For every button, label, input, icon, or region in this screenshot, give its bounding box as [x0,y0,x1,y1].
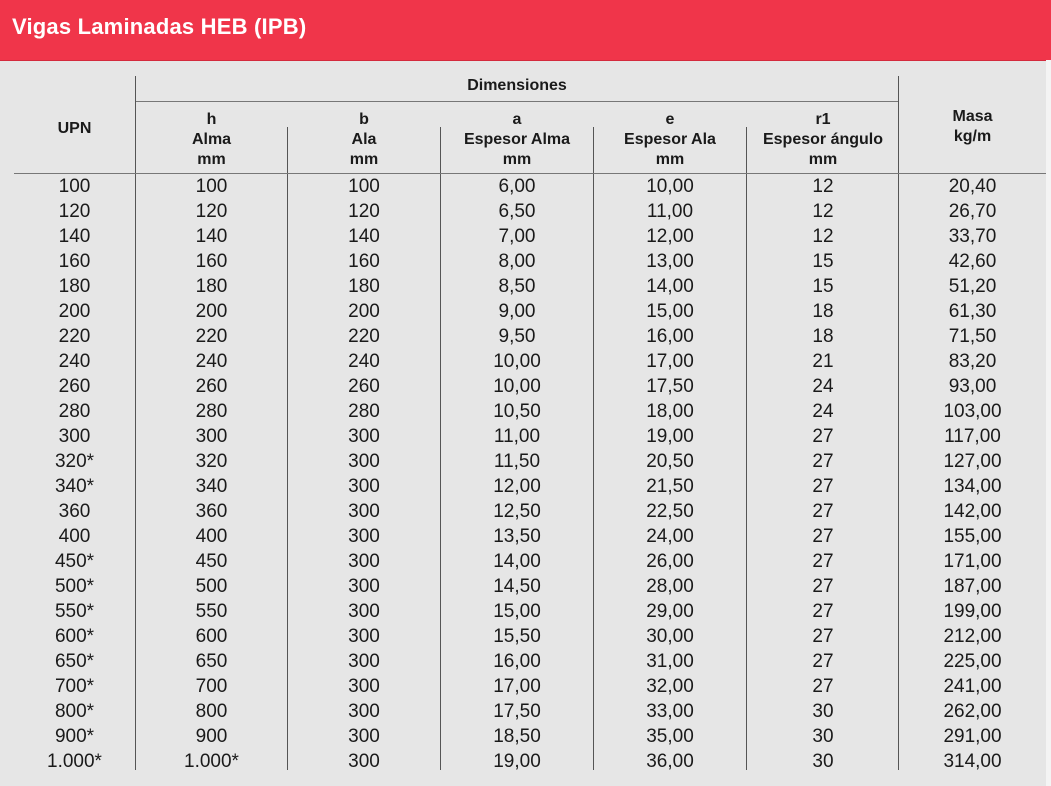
table-row [0,749,1051,774]
cell-r1: 27 [812,576,834,597]
cell-upn: 320* [54,451,95,472]
cell-a: 10,00 [493,351,541,372]
cell-a: 14,00 [493,551,541,572]
cell-e: 30,00 [646,626,694,647]
cell-a: 7,00 [498,226,536,247]
cell-upn: 700* [54,676,95,697]
table-row [0,374,1051,399]
cell-masa: 33,70 [948,226,997,247]
table-row [0,299,1051,324]
cell-r1: 27 [812,426,834,447]
cell-b: 240 [348,351,380,372]
table-row [0,499,1051,524]
cell-b: 300 [348,501,380,522]
cell-h: 100 [195,176,228,197]
cell-upn: 160 [58,251,91,272]
cell-b: 300 [348,476,380,497]
cell-h: 800 [195,701,228,722]
cell-a: 6,50 [498,201,536,222]
cell-e: 13,00 [646,251,694,272]
cell-masa: 187,00 [943,576,1002,597]
cell-a: 8,50 [498,276,536,297]
cell-h: 450 [195,551,228,572]
cell-b: 220 [348,326,380,347]
cell-h: 550 [195,601,228,622]
cell-h: 240 [195,351,228,372]
cell-b: 300 [348,726,380,747]
header-h: h Alma mm [191,111,232,168]
cell-h: 700 [195,676,228,697]
cell-e: 22,50 [646,501,694,522]
cell-e: 17,00 [646,351,694,372]
cell-r1: 27 [812,501,834,522]
cell-upn: 450* [54,551,95,572]
cell-masa: 241,00 [943,676,1002,697]
cell-masa: 127,00 [943,451,1002,472]
cell-masa: 134,00 [943,476,1002,497]
cell-a: 12,00 [493,476,541,497]
cell-a: 14,50 [493,576,541,597]
cell-upn: 300 [58,426,91,447]
table-row [0,174,1051,199]
table-row [0,724,1051,749]
cell-r1: 27 [812,451,834,472]
table-row [0,574,1051,599]
cell-r1: 30 [812,751,834,772]
cell-e: 20,50 [646,451,694,472]
cell-h: 200 [195,301,228,322]
cell-e: 21,50 [646,476,694,497]
cell-b: 100 [348,176,380,197]
cell-r1: 12 [812,176,834,197]
cell-e: 14,00 [646,276,694,297]
cell-masa: 20,40 [948,176,997,197]
cell-h: 140 [195,226,228,247]
cell-e: 26,00 [646,551,694,572]
cell-h: 1.000* [184,751,239,772]
table-row [0,399,1051,424]
cell-e: 24,00 [646,526,694,547]
cell-masa: 314,00 [943,751,1002,772]
cell-masa: 171,00 [943,551,1002,572]
cell-h: 340 [195,476,228,497]
cell-e: 12,00 [646,226,694,247]
cell-b: 120 [348,201,380,222]
cell-h: 120 [195,201,228,222]
cell-e: 31,00 [646,651,694,672]
cell-a: 6,00 [498,176,536,197]
cell-r1: 27 [812,601,834,622]
cell-r1: 18 [812,326,834,347]
cell-b: 300 [348,651,380,672]
table-row [0,449,1051,474]
cell-masa: 155,00 [943,526,1002,547]
cell-b: 280 [348,401,380,422]
cell-e: 29,00 [646,601,694,622]
cell-e: 36,00 [646,751,694,772]
cell-a: 8,00 [498,251,536,272]
table-row [0,249,1051,274]
cell-a: 16,00 [493,651,541,672]
cell-upn: 200 [58,301,91,322]
table-row [0,324,1051,349]
cell-a: 11,50 [493,451,541,472]
cell-a: 19,00 [493,751,541,772]
cell-a: 12,50 [493,501,541,522]
table-row [0,674,1051,699]
table-row [0,199,1051,224]
cell-upn: 340* [54,476,95,497]
cell-r1: 30 [812,726,834,747]
cell-h: 180 [195,276,228,297]
cell-masa: 262,00 [943,701,1002,722]
table-row [0,424,1051,449]
table-row [0,624,1051,649]
cell-masa: 42,60 [948,251,997,272]
cell-r1: 15 [812,276,834,297]
cell-masa: 26,70 [948,201,997,222]
header-r1: r1 Espesor ángulo mm [762,111,884,168]
header-e: e Espesor Ala mm [624,111,716,168]
cell-upn: 240 [58,351,91,372]
cell-upn: 1.000* [47,751,102,772]
cell-r1: 27 [812,476,834,497]
cell-h: 900 [195,726,228,747]
cell-a: 15,00 [493,601,541,622]
cell-a: 18,50 [493,726,541,747]
header-upn: UPN [57,120,92,137]
cell-masa: 291,00 [943,726,1002,747]
cell-a: 17,50 [493,701,541,722]
header-masa: Masa kg/m [952,108,993,145]
table-row [0,649,1051,674]
cell-upn: 900* [54,726,95,747]
header-a: a Espesor Alma mm [463,111,571,168]
cell-r1: 12 [812,201,834,222]
cell-masa: 225,00 [943,651,1002,672]
cell-h: 300 [195,426,228,447]
cell-b: 140 [348,226,380,247]
cell-masa: 51,20 [948,276,997,297]
table-row [0,524,1051,549]
dimensiones-rule [136,101,898,102]
cell-e: 18,00 [646,401,694,422]
cell-r1: 30 [812,701,834,722]
cell-h: 360 [195,501,228,522]
cell-h: 400 [195,526,228,547]
cell-b: 300 [348,701,380,722]
cell-masa: 117,00 [944,426,1001,447]
cell-h: 320 [195,451,228,472]
cell-e: 28,00 [646,576,694,597]
table-row [0,274,1051,299]
cell-r1: 27 [812,526,834,547]
cell-upn: 600* [54,626,95,647]
cell-r1: 27 [812,551,834,572]
cell-a: 13,50 [493,526,541,547]
cell-upn: 500* [54,576,95,597]
cell-a: 15,50 [493,626,541,647]
table-row [0,349,1051,374]
cell-b: 300 [348,426,380,447]
cell-r1: 15 [812,251,834,272]
cell-b: 200 [348,301,380,322]
cell-b: 300 [348,451,380,472]
cell-b: 300 [348,576,380,597]
cell-b: 180 [348,276,380,297]
cell-masa: 212,00 [943,626,1002,647]
header-dimensiones: Dimensiones [467,77,567,94]
cell-upn: 180 [58,276,91,297]
cell-masa: 71,50 [948,326,997,347]
cell-e: 10,00 [646,176,694,197]
cell-upn: 140 [58,226,91,247]
cell-upn: 220 [58,326,91,347]
cell-h: 160 [195,251,228,272]
cell-masa: 103,00 [943,401,1002,422]
cell-e: 33,00 [646,701,694,722]
cell-e: 15,00 [646,301,694,322]
cell-r1: 18 [812,301,834,322]
cell-masa: 83,20 [948,351,997,372]
cell-masa: 142,00 [943,501,1002,522]
cell-r1: 27 [812,626,834,647]
cell-r1: 21 [812,351,834,372]
cell-upn: 360 [58,501,91,522]
cell-h: 220 [195,326,228,347]
cell-r1: 12 [812,226,834,247]
title-bar [0,0,1051,61]
table-row [0,699,1051,724]
cell-upn: 120 [58,201,91,222]
cell-h: 650 [195,651,228,672]
cell-a: 10,00 [493,376,541,397]
table-row [0,474,1051,499]
cell-a: 10,50 [493,401,541,422]
cell-b: 300 [348,676,380,697]
cell-e: 35,00 [646,726,694,747]
table-row [0,224,1051,249]
cell-e: 11,00 [646,201,694,222]
cell-r1: 24 [812,376,834,397]
cell-h: 280 [195,401,228,422]
cell-upn: 400 [58,526,91,547]
cell-e: 19,00 [646,426,694,447]
cell-upn: 100 [58,176,91,197]
cell-a: 17,00 [493,676,541,697]
cell-h: 500 [195,576,228,597]
cell-b: 160 [348,251,380,272]
cell-e: 32,00 [646,676,694,697]
cell-a: 9,00 [498,301,536,322]
table-row [0,599,1051,624]
cell-upn: 550* [54,601,95,622]
cell-upn: 280 [58,401,91,422]
cell-h: 600 [195,626,228,647]
cell-e: 16,00 [646,326,694,347]
cell-e: 17,50 [646,376,694,397]
cell-b: 300 [348,626,380,647]
cell-upn: 260 [58,376,91,397]
cell-r1: 27 [812,676,834,697]
cell-h: 260 [195,376,228,397]
cell-b: 300 [348,551,380,572]
cell-masa: 199,00 [943,601,1002,622]
cell-a: 11,00 [493,426,541,447]
page-title: Vigas Laminadas HEB (IPB) [12,14,307,39]
cell-r1: 24 [812,401,834,422]
cell-r1: 27 [812,651,834,672]
cell-b: 300 [348,751,380,772]
table-row [0,549,1051,574]
cell-upn: 800* [54,701,95,722]
cell-b: 300 [348,526,380,547]
cell-b: 300 [348,601,380,622]
header-b: b Ala mm [349,111,379,168]
cell-a: 9,50 [498,326,536,347]
cell-upn: 650* [54,651,95,672]
cell-masa: 93,00 [948,376,997,397]
cell-masa: 61,30 [948,301,997,322]
cell-b: 260 [348,376,380,397]
